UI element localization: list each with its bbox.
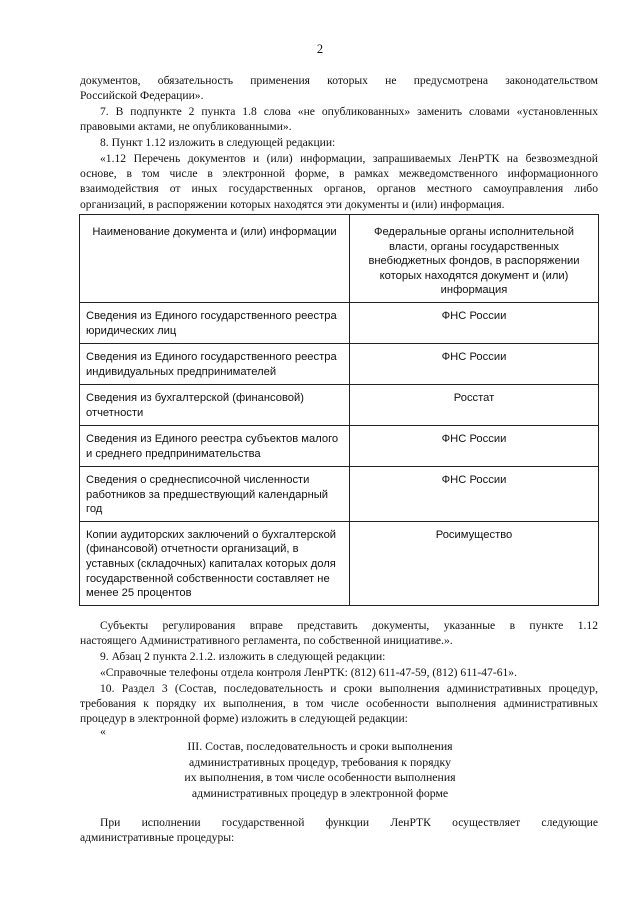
subjects-paragraph [80, 618, 598, 648]
header-authority: Федеральные органы исполнительной власти, органы государственных внебюджетных фондов, в распоряжении которых находятся документ и (или) информация [350, 215, 599, 303]
cell-authority: ФНС России [350, 466, 599, 521]
cell-authority: ФНС России [350, 425, 599, 466]
documents-table [79, 214, 599, 606]
header-document-name: Наименование документа и (или) информации [80, 215, 350, 303]
cell-document: Сведения из Единого реестра субъектов малого и среднего предпринимательства [80, 425, 350, 466]
cell-document: Сведения о среднесписочной численности работников за предшествующий календарный год [80, 466, 350, 521]
text-line: настоящего Административного регламента, по собственной инициативе.». [80, 634, 453, 648]
item-10-paragraph [80, 681, 598, 727]
text-line: « [100, 725, 106, 738]
cell-authority: Росстат [350, 384, 599, 425]
text-line: «Справочные телефоны отдела контроля ЛенРТК: (812) 611-47-59, (812) 611-47-61». [100, 666, 517, 679]
table-row [80, 521, 599, 605]
phones-paragraph [80, 665, 598, 680]
text-line: Российской Федерации». [80, 89, 204, 103]
text-line: организаций, в распоряжении которых находятся эти документы и (или) информация. [80, 197, 505, 211]
title-line: административных процедур в электронной форме [191, 785, 449, 800]
title-line: административных процедур, требования к порядку [188, 754, 451, 769]
text-line: 7. В подпункте 2 пункта 1.8 слова «не опубликованных» заменить словами «установленных [100, 105, 598, 118]
text-line: Субъекты регулирования вправе представить документы, указанные в пункте 1.12 [100, 619, 598, 632]
text-line: правовыми актами, не опубликованными». [80, 120, 292, 134]
text-line: требования к порядку их выполнения, в том числе особенности выполнения административных [80, 697, 598, 711]
section-title [0, 739, 640, 801]
text-line: административные процедуры: [80, 831, 235, 845]
item-7-paragraph [80, 104, 598, 134]
text-line: взаимодействия от иных государственных органов, органов местного самоуправления либо [80, 182, 598, 196]
cell-document: Сведения из Единого государственного реестра индивидуальных предпринимателей [80, 343, 350, 384]
title-line: их выполнения, в том числе особенности выполнения [184, 770, 456, 784]
cell-document: Сведения из бухгалтерской (финансовой) отчетности [80, 384, 350, 425]
item-1-12-paragraph [80, 151, 598, 212]
text-line: 10. Раздел 3 (Состав, последовательность и сроки выполнения административных процедур, [100, 682, 598, 695]
cell-authority: ФНС России [350, 302, 599, 343]
table-row [80, 302, 599, 343]
text-line: основе, в том числе в электронной форме, в рамках межведомственного информационного [80, 167, 598, 181]
text-line: 8. Пункт 1.12 изложить в следующей редакции: [100, 136, 336, 149]
cell-document: Копии аудиторских заключений о бухгалтерской (финансовой) отчетности организаций, в уставных (складочных) капиталах которых доля государственной собственности составляет не менее 25 процентов [80, 521, 350, 605]
text-line: процедур в электронной форме) изложить в следующей редакции: [80, 712, 408, 726]
text-line: 9. Абзац 2 пункта 2.1.2. изложить в следующей редакции: [100, 650, 386, 663]
table-row [80, 425, 599, 466]
table-row [80, 343, 599, 384]
text-line: «1.12 Перечень документов и (или) информации, запрашиваемых ЛенРТК на безвозмездной [100, 152, 598, 165]
text-line: При исполнении государственной функции ЛенРТК осуществляет следующие [100, 816, 598, 829]
item-8-paragraph [80, 135, 598, 150]
text-line: документов, обязательность применения которых не предусмотрена законодательством [80, 74, 598, 87]
cell-authority: Росимущество [350, 521, 599, 605]
title-line: III. Состав, последовательность и сроки выполнения [187, 739, 453, 753]
page-number: 2 [316, 42, 324, 56]
table-row [80, 384, 599, 425]
cell-document: Сведения из Единого государственного реестра юридических лиц [80, 302, 350, 343]
open-quote [80, 724, 598, 739]
intro-paragraph [80, 73, 598, 103]
table-header-row [80, 215, 599, 303]
cell-authority: ФНС России [350, 343, 599, 384]
final-paragraph [80, 815, 598, 845]
table-row [80, 466, 599, 521]
item-9-paragraph [80, 649, 598, 664]
